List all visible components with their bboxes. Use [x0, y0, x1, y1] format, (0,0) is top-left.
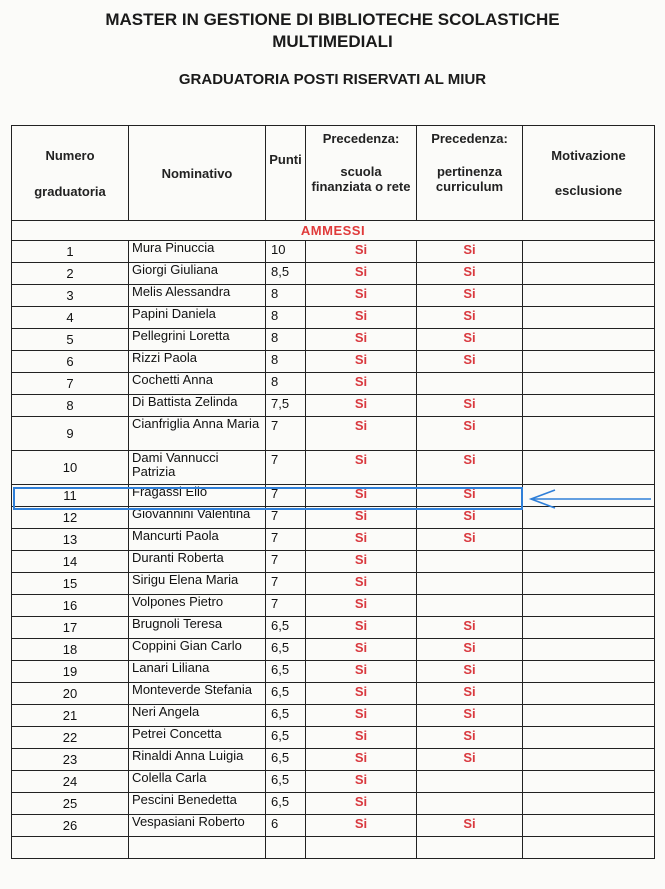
table-row — [12, 373, 655, 395]
name-cell: Fragassi Elio — [129, 485, 266, 507]
section-row-ammessi — [12, 221, 655, 241]
table-row — [12, 241, 655, 263]
points-cell: 7 — [266, 595, 306, 617]
name-cell — [129, 837, 266, 859]
table-header-row — [12, 126, 655, 221]
motivazione-cell — [523, 417, 655, 451]
precedenza-pertinenza-cell: Si — [417, 529, 523, 551]
precedenza-pertinenza-cell: Si — [417, 727, 523, 749]
rank-cell: 14 — [12, 551, 129, 573]
precedenza-scuola-cell: Si — [306, 263, 417, 285]
name-cell: Petrei Concetta — [129, 727, 266, 749]
rank-cell: 12 — [12, 507, 129, 529]
name-cell: Duranti Roberta — [129, 551, 266, 573]
precedenza-scuola-cell: Si — [306, 485, 417, 507]
precedenza-scuola-cell: Si — [306, 683, 417, 705]
precedenza-scuola-cell: Si — [306, 815, 417, 837]
table-row — [12, 617, 655, 639]
motivazione-cell — [523, 307, 655, 329]
precedenza-pertinenza-cell: Si — [417, 485, 523, 507]
points-cell: 8 — [266, 285, 306, 307]
table-row — [12, 307, 655, 329]
rank-cell: 8 — [12, 395, 129, 417]
precedenza-pertinenza-cell: Si — [417, 507, 523, 529]
points-cell: 6,5 — [266, 771, 306, 793]
precedenza-scuola-cell: Si — [306, 573, 417, 595]
points-cell: 8 — [266, 351, 306, 373]
rank-cell: 23 — [12, 749, 129, 771]
name-cell: Monteverde Stefania — [129, 683, 266, 705]
table-row — [12, 551, 655, 573]
precedenza-pertinenza-cell — [417, 551, 523, 573]
points-cell: 10 — [266, 241, 306, 263]
name-cell: Volpones Pietro — [129, 595, 266, 617]
points-cell: 8,5 — [266, 263, 306, 285]
name-cell: Giorgi Giuliana — [129, 263, 266, 285]
motivazione-cell — [523, 573, 655, 595]
precedenza-pertinenza-cell — [417, 837, 523, 859]
header-motivazione-esclusione: Motivazione esclusione — [523, 126, 655, 221]
rank-cell: 2 — [12, 263, 129, 285]
rank-cell: 24 — [12, 771, 129, 793]
header-precedenza-pertinenza: Precedenza: pertinenza curriculum — [417, 126, 523, 221]
precedenza-pertinenza-cell — [417, 793, 523, 815]
precedenza-scuola-cell: Si — [306, 639, 417, 661]
rank-cell: 1 — [12, 241, 129, 263]
precedenza-pertinenza-cell: Si — [417, 417, 523, 451]
motivazione-cell — [523, 617, 655, 639]
table-row — [12, 815, 655, 837]
points-cell: 6,5 — [266, 639, 306, 661]
name-cell: Brugnoli Teresa — [129, 617, 266, 639]
precedenza-scuola-cell: Si — [306, 351, 417, 373]
points-cell: 7 — [266, 573, 306, 595]
rank-cell: 16 — [12, 595, 129, 617]
left-arrow-icon — [527, 487, 653, 511]
precedenza-pertinenza-cell: Si — [417, 307, 523, 329]
table-row — [12, 329, 655, 351]
precedenza-scuola-cell: Si — [306, 749, 417, 771]
rank-cell: 15 — [12, 573, 129, 595]
rank-cell: 11 — [12, 485, 129, 507]
precedenza-pertinenza-cell: Si — [417, 661, 523, 683]
header-numero-graduatoria: Numero graduatoria — [12, 126, 129, 221]
motivazione-cell — [523, 727, 655, 749]
points-cell: 8 — [266, 373, 306, 395]
motivazione-cell — [523, 595, 655, 617]
name-cell: Mura Pinuccia — [129, 241, 266, 263]
precedenza-pertinenza-cell: Si — [417, 451, 523, 485]
points-cell: 7,5 — [266, 395, 306, 417]
motivazione-cell — [523, 815, 655, 837]
precedenza-pertinenza-cell: Si — [417, 683, 523, 705]
rank-cell: 5 — [12, 329, 129, 351]
name-cell: Pescini Benedetta — [129, 793, 266, 815]
points-cell: 7 — [266, 417, 306, 451]
document-subtitle: GRADUATORIA POSTI RISERVATI AL MIUR — [178, 71, 487, 88]
points-cell: 8 — [266, 329, 306, 351]
precedenza-scuola-cell: Si — [306, 727, 417, 749]
name-cell: Rizzi Paola — [129, 351, 266, 373]
precedenza-pertinenza-cell: Si — [417, 351, 523, 373]
name-cell: Di Battista Zelinda — [129, 395, 266, 417]
table-row — [12, 573, 655, 595]
motivazione-cell — [523, 661, 655, 683]
table-row — [12, 793, 655, 815]
table-row — [12, 749, 655, 771]
rank-cell: 6 — [12, 351, 129, 373]
precedenza-pertinenza-cell: Si — [417, 749, 523, 771]
motivazione-cell — [523, 551, 655, 573]
name-cell: Papini Daniela — [129, 307, 266, 329]
precedenza-pertinenza-cell: Si — [417, 263, 523, 285]
rank-cell: 17 — [12, 617, 129, 639]
precedenza-pertinenza-cell — [417, 595, 523, 617]
motivazione-cell — [523, 241, 655, 263]
points-cell: 6,5 — [266, 661, 306, 683]
name-cell: Coppini Gian Carlo — [129, 639, 266, 661]
precedenza-scuola-cell: Si — [306, 451, 417, 485]
precedenza-scuola-cell: Si — [306, 507, 417, 529]
motivazione-cell — [523, 351, 655, 373]
precedenza-scuola-cell: Si — [306, 617, 417, 639]
rank-cell — [12, 837, 129, 859]
precedenza-scuola-cell: Si — [306, 705, 417, 727]
points-cell: 6,5 — [266, 617, 306, 639]
table-row — [12, 683, 655, 705]
rank-cell: 13 — [12, 529, 129, 551]
motivazione-cell — [523, 771, 655, 793]
precedenza-pertinenza-cell: Si — [417, 329, 523, 351]
points-cell: 6,5 — [266, 793, 306, 815]
table-row — [12, 263, 655, 285]
precedenza-scuola-cell: Si — [306, 373, 417, 395]
table-row — [12, 595, 655, 617]
table-row — [12, 351, 655, 373]
motivazione-cell — [523, 639, 655, 661]
precedenza-scuola-cell: Si — [306, 793, 417, 815]
points-cell: 7 — [266, 451, 306, 485]
table-row — [12, 395, 655, 417]
points-cell: 6,5 — [266, 705, 306, 727]
precedenza-scuola-cell: Si — [306, 551, 417, 573]
name-cell: Cochetti Anna — [129, 373, 266, 395]
name-cell: Cianfriglia Anna Maria — [129, 417, 266, 451]
rank-cell: 7 — [12, 373, 129, 395]
section-label: AMMESSI — [12, 221, 655, 241]
precedenza-scuola-cell — [306, 837, 417, 859]
motivazione-cell — [523, 529, 655, 551]
table-row — [12, 285, 655, 307]
precedenza-pertinenza-cell: Si — [417, 617, 523, 639]
table-row — [12, 451, 655, 485]
rank-cell: 10 — [12, 451, 129, 485]
precedenza-scuola-cell: Si — [306, 417, 417, 451]
precedenza-scuola-cell: Si — [306, 395, 417, 417]
motivazione-cell — [523, 373, 655, 395]
precedenza-pertinenza-cell: Si — [417, 639, 523, 661]
header-punti: Punti — [266, 126, 306, 221]
precedenza-pertinenza-cell: Si — [417, 241, 523, 263]
precedenza-pertinenza-cell — [417, 573, 523, 595]
rank-cell: 26 — [12, 815, 129, 837]
motivazione-cell — [523, 705, 655, 727]
rank-cell: 20 — [12, 683, 129, 705]
rank-cell: 25 — [12, 793, 129, 815]
motivazione-cell — [523, 395, 655, 417]
motivazione-cell — [523, 683, 655, 705]
points-cell: 8 — [266, 307, 306, 329]
rank-cell: 3 — [12, 285, 129, 307]
table-row — [12, 837, 655, 859]
precedenza-scuola-cell: Si — [306, 529, 417, 551]
rank-cell: 21 — [12, 705, 129, 727]
points-cell: 6,5 — [266, 749, 306, 771]
precedenza-scuola-cell: Si — [306, 329, 417, 351]
precedenza-pertinenza-cell: Si — [417, 285, 523, 307]
table-row — [12, 639, 655, 661]
name-cell: Dami Vannucci Patrizia — [129, 451, 266, 485]
motivazione-cell — [523, 263, 655, 285]
name-cell: Lanari Liliana — [129, 661, 266, 683]
table-row — [12, 771, 655, 793]
rank-cell: 4 — [12, 307, 129, 329]
table-row — [12, 661, 655, 683]
precedenza-scuola-cell: Si — [306, 771, 417, 793]
precedenza-pertinenza-cell: Si — [417, 815, 523, 837]
motivazione-cell — [523, 451, 655, 485]
points-cell: 7 — [266, 485, 306, 507]
precedenza-pertinenza-cell: Si — [417, 395, 523, 417]
header-precedenza-scuola: Precedenza: scuola finanziata o rete — [306, 126, 417, 221]
points-cell: 6,5 — [266, 683, 306, 705]
precedenza-scuola-cell: Si — [306, 595, 417, 617]
motivazione-cell — [523, 793, 655, 815]
points-cell: 7 — [266, 507, 306, 529]
precedenza-pertinenza-cell — [417, 771, 523, 793]
precedenza-scuola-cell: Si — [306, 241, 417, 263]
name-cell: Sirigu Elena Maria — [129, 573, 266, 595]
motivazione-cell — [523, 749, 655, 771]
name-cell: Vespasiani Roberto — [129, 815, 266, 837]
name-cell: Pellegrini Loretta — [129, 329, 266, 351]
table-row — [12, 417, 655, 451]
name-cell: Neri Angela — [129, 705, 266, 727]
header-nominativo: Nominativo — [129, 126, 266, 221]
motivazione-cell — [523, 837, 655, 859]
name-cell: Mancurti Paola — [129, 529, 266, 551]
precedenza-pertinenza-cell: Si — [417, 705, 523, 727]
rank-cell: 18 — [12, 639, 129, 661]
name-cell: Colella Carla — [129, 771, 266, 793]
motivazione-cell — [523, 329, 655, 351]
document-title: MASTER IN GESTIONE DI BIBLIOTECHE SCOLASTICHE — [105, 10, 560, 29]
name-cell: Rinaldi Anna Luigia — [129, 749, 266, 771]
rank-cell: 19 — [12, 661, 129, 683]
points-cell: 6,5 — [266, 727, 306, 749]
document-title-line2: MULTIMEDIALI — [272, 32, 393, 51]
name-cell: Giovannini Valentina — [129, 507, 266, 529]
points-cell: 7 — [266, 529, 306, 551]
precedenza-scuola-cell: Si — [306, 661, 417, 683]
name-cell: Melis Alessandra — [129, 285, 266, 307]
precedenza-scuola-cell: Si — [306, 307, 417, 329]
table-row — [12, 705, 655, 727]
points-cell — [266, 837, 306, 859]
rank-cell: 22 — [12, 727, 129, 749]
precedenza-scuola-cell: Si — [306, 285, 417, 307]
points-cell: 6 — [266, 815, 306, 837]
motivazione-cell — [523, 285, 655, 307]
table-row — [12, 727, 655, 749]
points-cell: 7 — [266, 551, 306, 573]
precedenza-pertinenza-cell — [417, 373, 523, 395]
rank-cell: 9 — [12, 417, 129, 451]
table-row — [12, 529, 655, 551]
